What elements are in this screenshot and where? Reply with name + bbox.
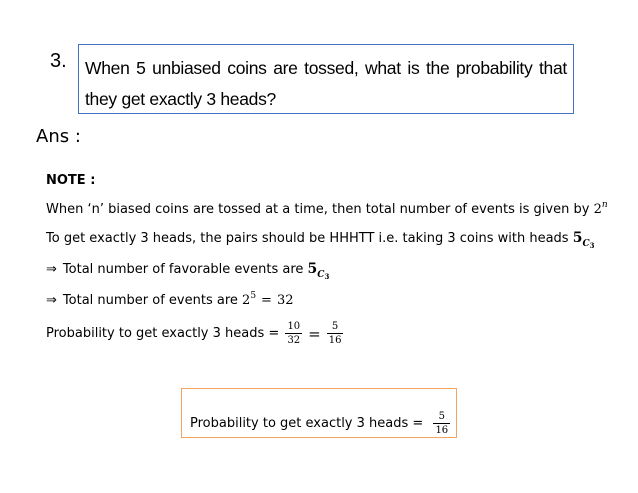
implies-arrow-icon: ⇒ <box>46 293 57 308</box>
fraction-denominator: 16 <box>328 335 342 346</box>
result-line <box>190 410 452 437</box>
equals-sign: = <box>308 324 321 343</box>
fraction-10-32 <box>285 320 302 347</box>
answer-label: Ans : <box>36 126 81 147</box>
step-favorable <box>46 261 329 281</box>
fraction-5-16 <box>327 320 344 347</box>
note-line-1-base: 2 <box>593 202 602 217</box>
fraction-numerator: 5 <box>327 320 344 334</box>
step-total-base: 2 <box>242 293 251 308</box>
step-probability-text: Probability to get exactly 3 heads = <box>46 326 280 341</box>
note-line-2-math-subsub: 3 <box>589 241 595 250</box>
step-total-value: 32 <box>276 293 294 308</box>
step-favorable-sub <box>317 270 329 280</box>
step-favorable-math <box>307 261 330 281</box>
result-fraction-numerator: 5 <box>433 410 450 424</box>
fraction-denominator: 32 <box>287 335 301 346</box>
note-line-1-text: When ‘n’ biased coins are tossed at a time, then total number of events is given by <box>46 202 594 217</box>
fraction-numerator: 10 <box>287 321 301 332</box>
step-probability <box>46 320 345 347</box>
step-favorable-sub-letter: C <box>317 270 325 280</box>
note-line-1 <box>46 200 608 217</box>
note-heading: NOTE : <box>46 173 96 188</box>
step-favorable-base: 5 <box>307 261 318 277</box>
step-total-equals: = <box>261 293 272 308</box>
note-line-1-exponent: n <box>601 200 608 210</box>
note-line-2-math-sub <box>582 239 594 249</box>
question-box <box>78 44 574 114</box>
note-line-2-math-base: 5 <box>572 230 583 246</box>
step-favorable-text: Total number of favorable events are <box>62 262 308 277</box>
note-line-2-math <box>572 230 595 250</box>
step-total <box>46 291 294 308</box>
question-number: 3. <box>50 50 67 72</box>
note-line-2-math-sub-letter: C <box>582 239 590 249</box>
result-fraction-denominator: 16 <box>435 425 449 436</box>
question-text: When 5 unbiased coins are tossed, what is the probability that they get exactly 3 heads? <box>85 58 567 109</box>
step-favorable-subsub: 3 <box>324 272 330 281</box>
implies-arrow-icon: ⇒ <box>46 262 57 277</box>
note-line-2-text: To get exactly 3 heads, the pairs should be HHHTT i.e. taking 3 coins with heads <box>46 231 573 246</box>
step-total-text: Total number of events are <box>62 293 243 308</box>
step-total-exponent: 5 <box>250 291 257 301</box>
note-line-2 <box>46 230 595 250</box>
result-text: Probability to get exactly 3 heads = <box>190 416 424 431</box>
result-fraction <box>433 410 450 437</box>
